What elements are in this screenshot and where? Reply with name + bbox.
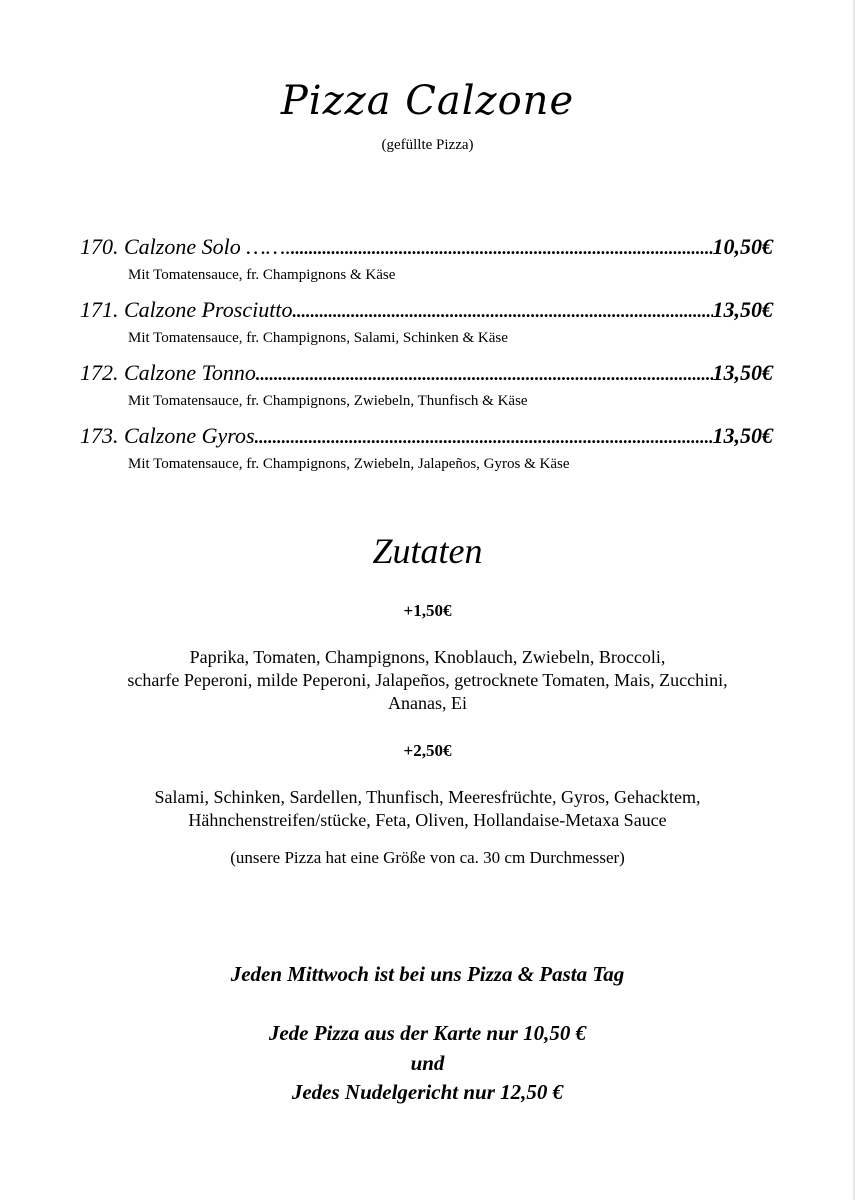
menu-item-name: 171. Calzone Prosciutto <box>80 297 293 322</box>
leader-dots <box>256 359 713 389</box>
menu-item <box>80 421 773 484</box>
menu-item-name: 173. Calzone Gyros <box>80 423 255 448</box>
menu-item <box>80 232 773 295</box>
menu-item-name: 172. Calzone Tonno <box>80 360 256 385</box>
promo-and: und <box>410 1051 445 1075</box>
leader-dots <box>291 233 713 263</box>
ingredient-line: scharfe Peperoni, milde Peperoni, Jalapeños, getrocknete Tomaten, Mais, Zucchini, <box>127 670 728 690</box>
menu-item-price: 13,50€ <box>712 423 773 448</box>
menu-item <box>80 358 773 421</box>
menu-item-name: 170. Calzone Solo ……. <box>80 234 291 259</box>
zutaten-title: Zutaten <box>372 531 483 571</box>
promo-headline: Jeden Mittwoch ist bei uns Pizza & Pasta Tag <box>230 962 625 986</box>
tier2-price: +2,50€ <box>403 741 452 760</box>
ingredient-line: Paprika, Tomaten, Champignons, Knoblauch, Zwiebeln, Broccoli, <box>189 647 666 667</box>
leader-dots <box>255 422 713 452</box>
menu-item-description: Mit Tomatensauce, fr. Champignons, Salami, Schinken & Käse <box>128 330 508 346</box>
tier1-price: +1,50€ <box>403 601 452 620</box>
promo-pizza-price: Jede Pizza aus der Karte nur 10,50 € <box>268 1021 587 1045</box>
calzone-menu-list <box>80 232 773 484</box>
tier2-ingredients <box>0 786 855 832</box>
ingredient-line: Salami, Schinken, Sardellen, Thunfisch, Meeresfrüchte, Gyros, Gehacktem, <box>154 787 701 807</box>
menu-item-description: Mit Tomatensauce, fr. Champignons, Zwiebeln, Thunfisch & Käse <box>128 393 528 409</box>
menu-item-description: Mit Tomatensauce, fr. Champignons, Zwiebeln, Jalapeños, Gyros & Käse <box>128 456 570 472</box>
ingredient-line: Hähnchenstreifen/stücke, Feta, Oliven, Hollandaise-Metaxa Sauce <box>188 810 667 830</box>
tier1-ingredients <box>0 646 855 715</box>
menu-item-price: 13,50€ <box>712 297 773 322</box>
ingredient-line: Ananas, Ei <box>388 693 467 713</box>
promo-pasta-price: Jedes Nudelgericht nur 12,50 € <box>291 1080 564 1104</box>
menu-item-description: Mit Tomatensauce, fr. Champignons & Käse <box>128 267 396 283</box>
menu-item <box>80 295 773 358</box>
menu-item-price: 13,50€ <box>712 360 773 385</box>
menu-item-price: 10,50€ <box>712 234 773 259</box>
page-subtitle: (gefüllte Pizza) <box>381 137 474 153</box>
pizza-size-note: (unsere Pizza hat eine Größe von ca. 30 cm Durchmesser) <box>230 848 625 867</box>
page-title: Pizza Calzone <box>280 78 575 124</box>
leader-dots <box>292 296 712 326</box>
